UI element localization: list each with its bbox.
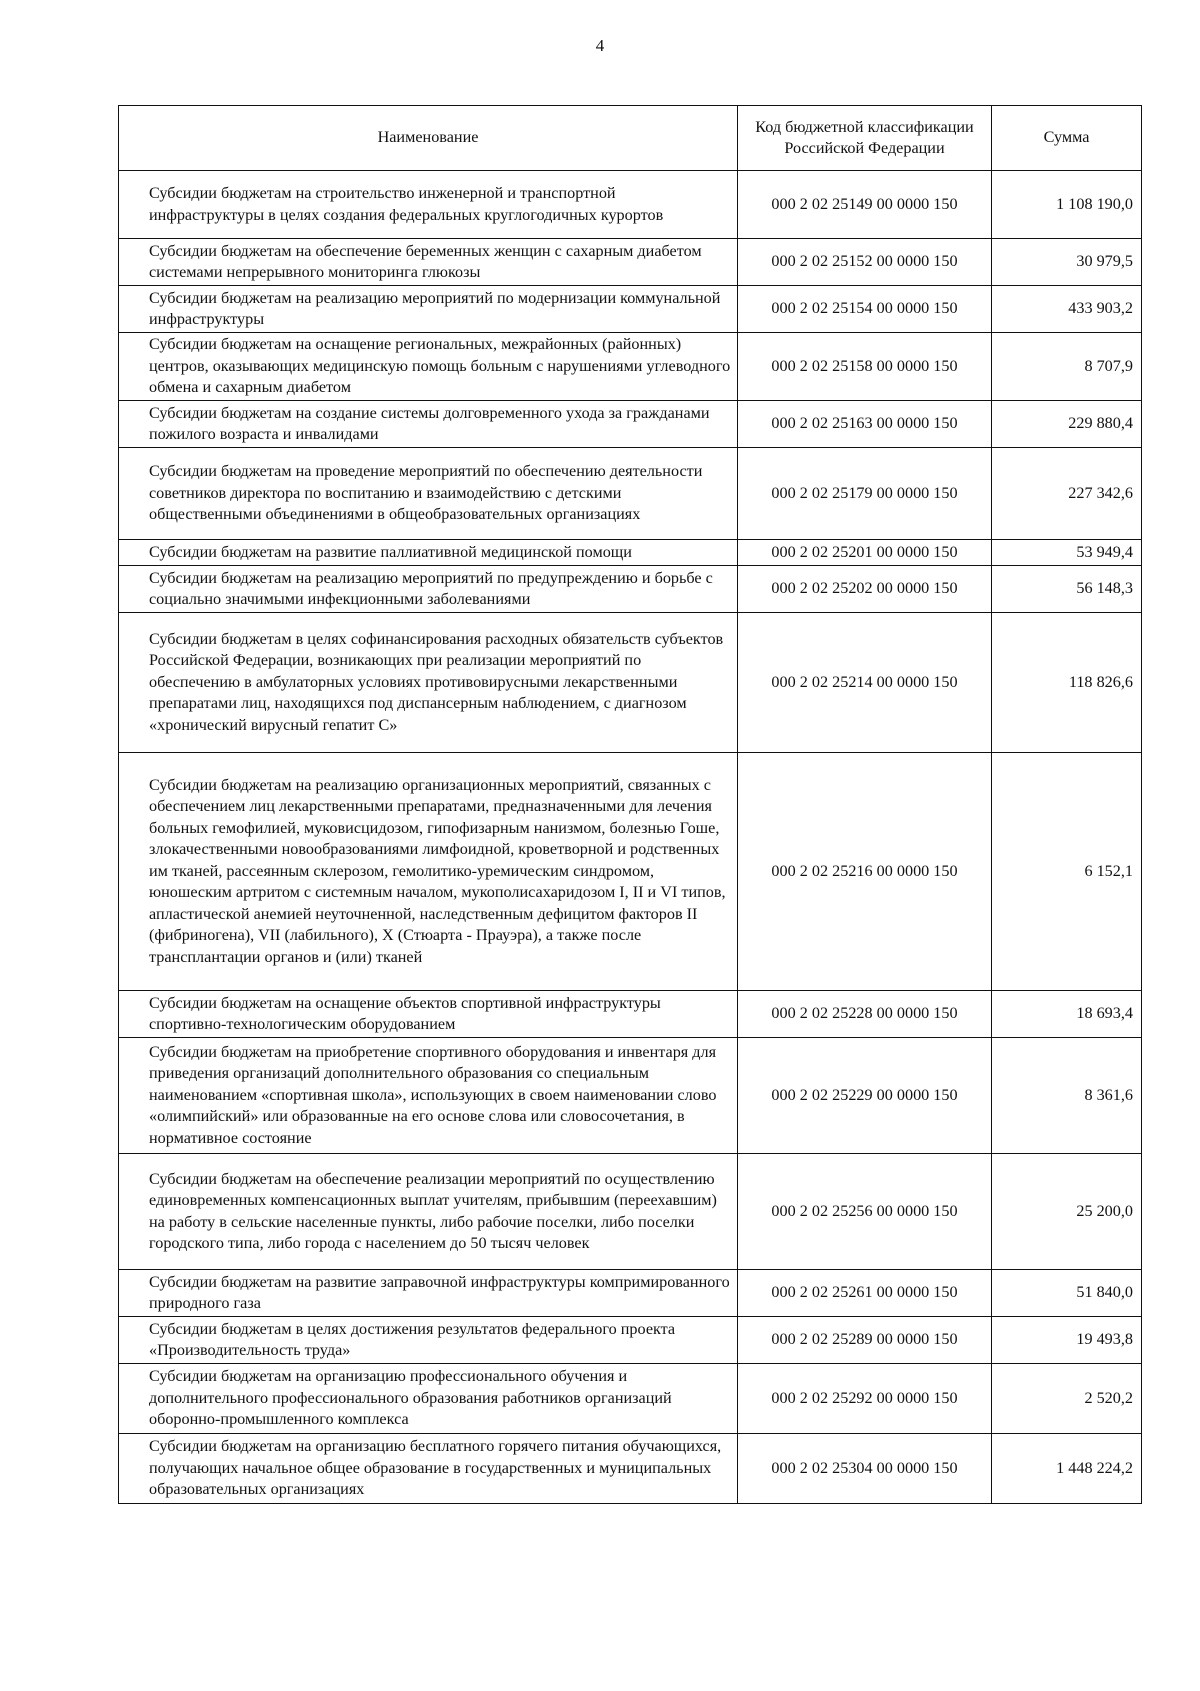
- table-row: [119, 1154, 1142, 1270]
- table-row: [119, 448, 1142, 540]
- header-name: Наименование: [119, 106, 738, 171]
- table-row: [119, 540, 1142, 566]
- row-sum: 19 493,8: [992, 1317, 1142, 1364]
- header-code: Код бюджетной классификации Российской Федерации: [738, 106, 992, 171]
- row-sum: 8 707,9: [992, 333, 1142, 401]
- row-sum: 6 152,1: [992, 753, 1142, 991]
- row-name: Субсидии бюджетам на оснащение объектов спортивной инфраструктуры спортивно-технологическим оборудованием: [119, 991, 738, 1038]
- table-row: [119, 171, 1142, 239]
- row-sum: 118 826,6: [992, 613, 1142, 753]
- table-row: [119, 1364, 1142, 1434]
- row-name: Субсидии бюджетам в целях софинансирования расходных обязательств субъектов Российской Федерации, возникающих при реализации мероприятий по обеспечению в амбулаторных условиях противовирусными лекарственными препаратами лиц, находящихся под диспансерным наблюдением, с диагнозом «хронический вирусный гепатит С»: [119, 613, 738, 753]
- row-sum: 30 979,5: [992, 239, 1142, 286]
- row-code: 000 2 02 25154 00 0000 150: [738, 286, 992, 333]
- table-row: [119, 991, 1142, 1038]
- table-row: [119, 333, 1142, 401]
- row-code: 000 2 02 25228 00 0000 150: [738, 991, 992, 1038]
- row-sum: 51 840,0: [992, 1270, 1142, 1317]
- page-number: 4: [595, 36, 605, 55]
- table-row: [119, 613, 1142, 753]
- row-name: Субсидии бюджетам на обеспечение беременных женщин с сахарным диабетом системами непрерывного мониторинга глюкозы: [119, 239, 738, 286]
- row-name: Субсидии бюджетам на оснащение региональных, межрайонных (районных) центров, оказывающих медицинскую помощь больным с нарушениями углеводного обмена и сахарным диабетом: [119, 333, 738, 401]
- table-row: [119, 286, 1142, 333]
- row-sum: 25 200,0: [992, 1154, 1142, 1270]
- row-sum: 56 148,3: [992, 566, 1142, 613]
- table-row: [119, 1317, 1142, 1364]
- row-code: 000 2 02 25229 00 0000 150: [738, 1038, 992, 1154]
- row-name: Субсидии бюджетам на организацию бесплатного горячего питания обучающихся, получающих начальное общее образование в государственных и муниципальных образовательных организациях: [119, 1434, 738, 1504]
- table-row: [119, 1270, 1142, 1317]
- row-name: Субсидии бюджетам в целях достижения результатов федерального проекта «Производительность труда»: [119, 1317, 738, 1364]
- row-code: 000 2 02 25214 00 0000 150: [738, 613, 992, 753]
- table-row: [119, 1038, 1142, 1154]
- row-name: Субсидии бюджетам на реализацию мероприятий по предупреждению и борьбе с социально значимыми инфекционными заболеваниями: [119, 566, 738, 613]
- table-row: [119, 566, 1142, 613]
- budget-table: [118, 105, 1142, 1504]
- row-code: 000 2 02 25261 00 0000 150: [738, 1270, 992, 1317]
- row-sum: 227 342,6: [992, 448, 1142, 540]
- row-code: 000 2 02 25149 00 0000 150: [738, 171, 992, 239]
- row-code: 000 2 02 25152 00 0000 150: [738, 239, 992, 286]
- row-code: 000 2 02 25292 00 0000 150: [738, 1364, 992, 1434]
- row-name: Субсидии бюджетам на реализацию мероприятий по модернизации коммунальной инфраструктуры: [119, 286, 738, 333]
- row-name: Субсидии бюджетам на строительство инженерной и транспортной инфраструктуры в целях создания федеральных круглогодичных курортов: [119, 171, 738, 239]
- row-sum: 53 949,4: [992, 540, 1142, 566]
- header-sum: Сумма: [992, 106, 1142, 171]
- row-name: Субсидии бюджетам на приобретение спортивного оборудования и инвентаря для приведения организаций дополнительного образования со специальным наименованием «спортивная школа», использующих в своем наименовании слово «олимпийский» или образованные на его основе слова или словосочетания, в нормативное состояние: [119, 1038, 738, 1154]
- row-sum: 8 361,6: [992, 1038, 1142, 1154]
- row-code: 000 2 02 25201 00 0000 150: [738, 540, 992, 566]
- row-code: 000 2 02 25289 00 0000 150: [738, 1317, 992, 1364]
- table-row: [119, 401, 1142, 448]
- row-sum: 433 903,2: [992, 286, 1142, 333]
- row-code: 000 2 02 25256 00 0000 150: [738, 1154, 992, 1270]
- row-name: Субсидии бюджетам на обеспечение реализации мероприятий по осуществлению единовременных компенсационных выплат учителям, прибывшим (переехавшим) на работу в сельские населенные пункты, либо рабочие поселки, либо поселки городского типа, либо города с населением до 50 тысяч человек: [119, 1154, 738, 1270]
- table-row: [119, 753, 1142, 991]
- row-name: Субсидии бюджетам на развитие паллиативной медицинской помощи: [119, 540, 738, 566]
- row-name: Субсидии бюджетам на организацию профессионального обучения и дополнительного профессионального образования работников организаций оборонно-промышленного комплекса: [119, 1364, 738, 1434]
- table-row: [119, 239, 1142, 286]
- table-row: [119, 1434, 1142, 1504]
- row-sum: 18 693,4: [992, 991, 1142, 1038]
- row-code: 000 2 02 25163 00 0000 150: [738, 401, 992, 448]
- row-name: Субсидии бюджетам на реализацию организационных мероприятий, связанных с обеспечением лиц лекарственными препаратами, предназначенными для лечения больных гемофилией, муковисцидозом, гипофизарным нанизмом, болезнью Гоше, злокачественными новообразованиями лимфоидной, кроветворной и родственных им тканей, рассеянным склерозом, гемолитико-уремическим синдромом, юношеским артритом с системным началом, мукополисахаридозом I, II и VI типов, апластической анемией неуточненной, наследственным дефицитом факторов II (фибриногена), VII (лабильного), X (Стюарта - Прауэра), а также после трансплантации органов и (или) тканей: [119, 753, 738, 991]
- row-name: Субсидии бюджетам на создание системы долговременного ухода за гражданами пожилого возраста и инвалидами: [119, 401, 738, 448]
- row-code: 000 2 02 25202 00 0000 150: [738, 566, 992, 613]
- row-sum: 2 520,2: [992, 1364, 1142, 1434]
- table-header-row: [119, 106, 1142, 171]
- row-code: 000 2 02 25216 00 0000 150: [738, 753, 992, 991]
- row-name: Субсидии бюджетам на проведение мероприятий по обеспечению деятельности советников директора по воспитанию и взаимодействию с детскими общественными объединениями в общеобразовательных организациях: [119, 448, 738, 540]
- row-sum: 1 448 224,2: [992, 1434, 1142, 1504]
- row-code: 000 2 02 25304 00 0000 150: [738, 1434, 992, 1504]
- row-sum: 1 108 190,0: [992, 171, 1142, 239]
- row-name: Субсидии бюджетам на развитие заправочной инфраструктуры компримированного природного газа: [119, 1270, 738, 1317]
- row-code: 000 2 02 25158 00 0000 150: [738, 333, 992, 401]
- row-sum: 229 880,4: [992, 401, 1142, 448]
- row-code: 000 2 02 25179 00 0000 150: [738, 448, 992, 540]
